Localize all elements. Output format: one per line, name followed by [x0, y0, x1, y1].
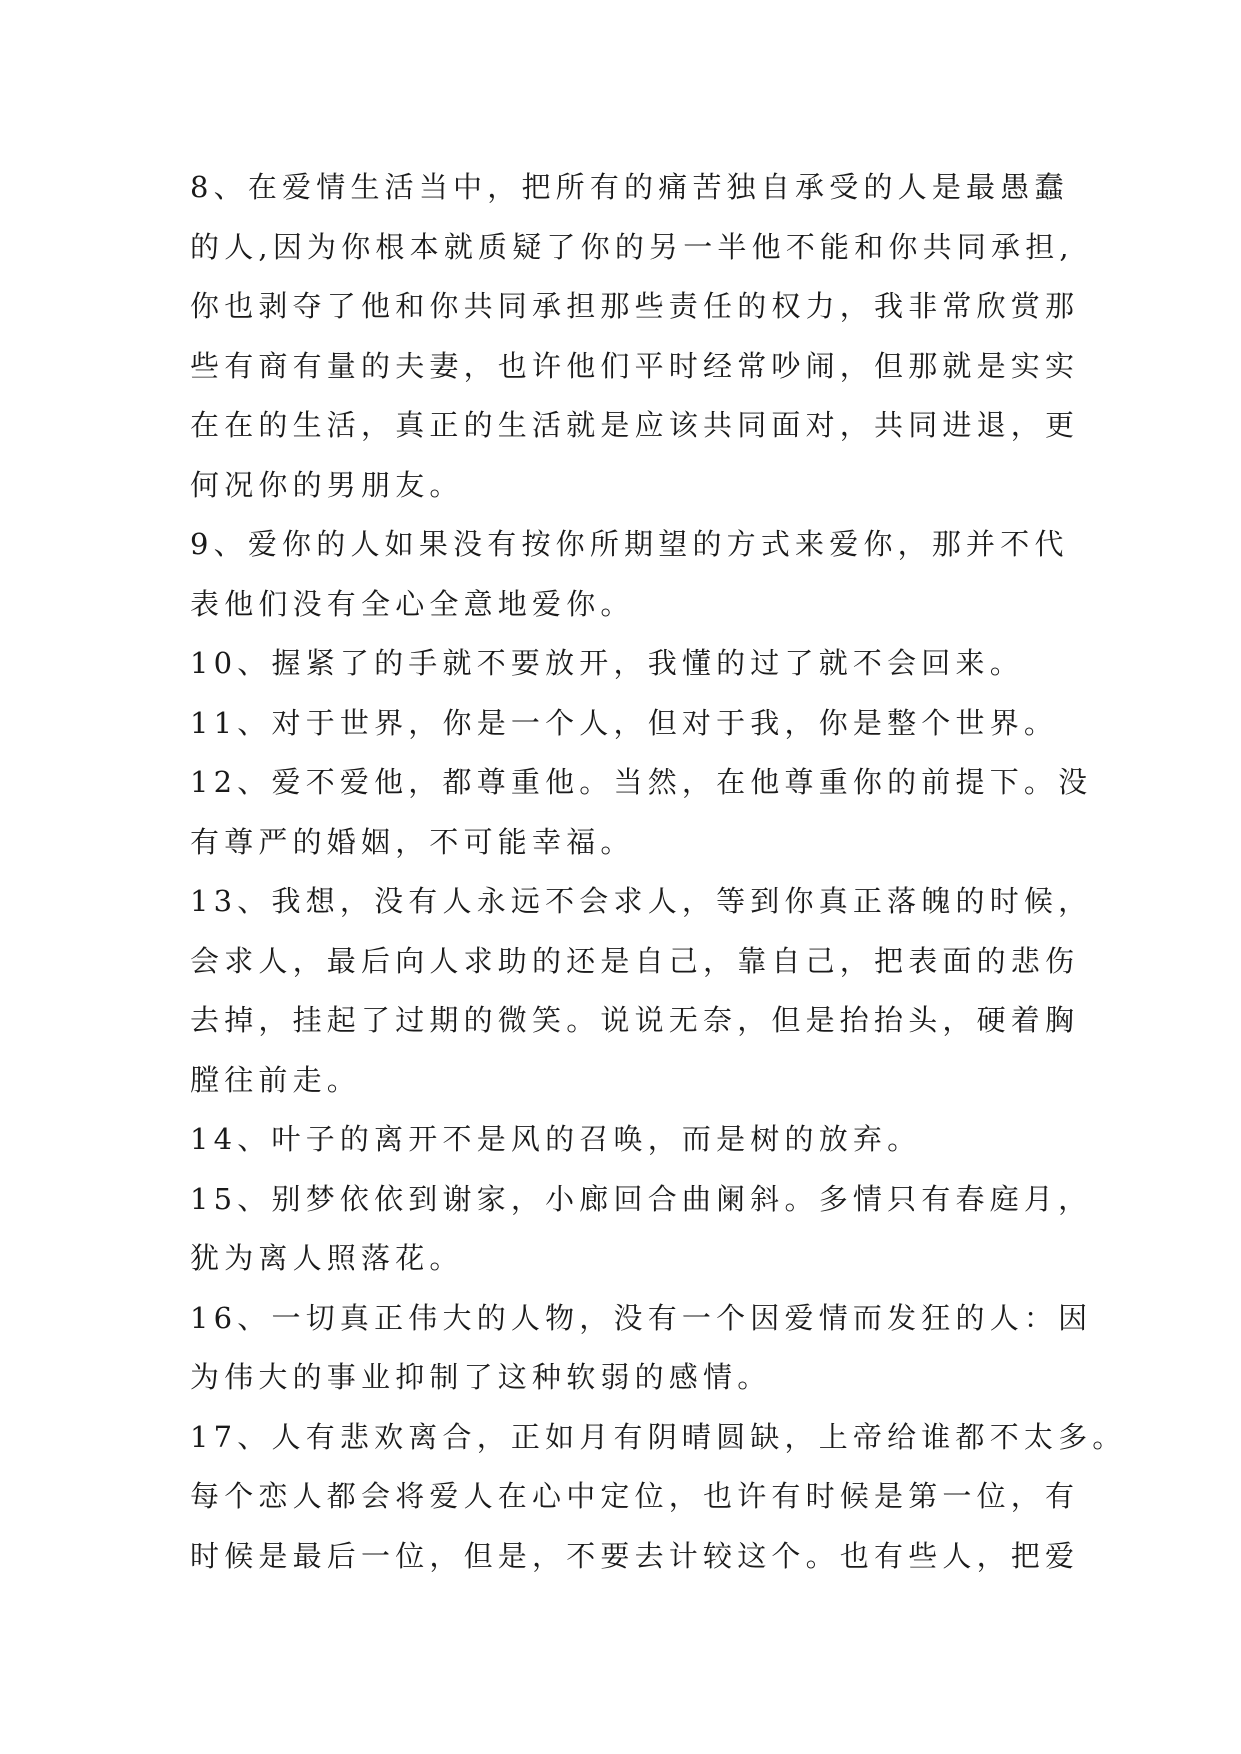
- text-line: 时候是最后一位，但是，不要去计较这个。也有些人，把爱: [190, 1538, 1080, 1573]
- text-line: 膛往前走。: [190, 1062, 362, 1097]
- paragraph-17: [190, 1408, 1127, 1587]
- text-line: 的人,因为你根本就质疑了你的另一半他不能和你共同承担,: [190, 229, 1074, 264]
- text-line: 12、爱不爱他，都尊重他。当然，在他尊重你的前提下。没: [190, 765, 1093, 799]
- text-line: 何况你的男朋友。: [190, 467, 464, 502]
- text-line: 9、爱你的人如果没有按你所期望的方式来爱你，那并不代: [190, 527, 1069, 561]
- paragraph-9: [190, 515, 1090, 634]
- paragraph-14: [190, 1110, 1090, 1170]
- text-line: 去掉，挂起了过期的微笑。说说无奈，但是抬抬头，硬着胸: [190, 1003, 1080, 1037]
- text-line: 16、一切真正伟大的人物，没有一个因爱情而发狂的人：因: [190, 1300, 1093, 1335]
- text-line: 17、人有悲欢离合，正如月有阴晴圆缺，上帝给谁都不太多。: [190, 1419, 1127, 1454]
- paragraph-15: [190, 1170, 1093, 1289]
- paragraph-11: [190, 694, 1090, 754]
- text-line: 有尊严的婚姻，不可能幸福。: [190, 824, 635, 859]
- text-line: 15、别梦依依到谢家，小廊回合曲阑斜。多情只有春庭月，: [190, 1181, 1093, 1216]
- text-line: 每个恋人都会将爱人在心中定位，也许有时候是第一位，有: [190, 1479, 1080, 1513]
- text-line: 犹为离人照落花。: [190, 1241, 464, 1275]
- text-line: 你也剥夺了他和你共同承担那些责任的权力，我非常欣赏那: [190, 289, 1080, 323]
- text-line: 在在的生活，真正的生活就是应该共同面对，共同进退，更: [190, 408, 1080, 442]
- document-body: [190, 158, 1127, 1586]
- text-line: 8、在爱情生活当中，把所有的痛苦独自承受的人是最愚蠢: [190, 170, 1069, 204]
- paragraph-12: [190, 753, 1093, 872]
- text-line: 为伟大的事业抑制了这种软弱的感情。: [190, 1360, 772, 1394]
- text-line: 表他们没有全心全意地爱你。: [190, 586, 635, 621]
- text-line: 会求人，最后向人求助的还是自己，靠自己，把表面的悲伤: [190, 943, 1080, 978]
- paragraph-13: [190, 872, 1093, 1110]
- paragraph-8: [190, 158, 1090, 515]
- text-line: 14、叶子的离开不是风的召唤，而是树的放弃。: [190, 1122, 922, 1156]
- text-line: 11、对于世界，你是一个人，但对于我，你是整个世界。: [190, 705, 1059, 740]
- text-line: 13、我想，没有人永远不会求人，等到你真正落魄的时候，: [190, 884, 1093, 918]
- text-line: 些有商有量的夫妻，也许他们平时经常吵闹，但那就是实实: [190, 348, 1080, 383]
- paragraph-16: [190, 1289, 1093, 1408]
- text-line: 10、握紧了的手就不要放开，我懂的过了就不会回来。: [190, 646, 1024, 680]
- paragraph-10: [190, 634, 1090, 694]
